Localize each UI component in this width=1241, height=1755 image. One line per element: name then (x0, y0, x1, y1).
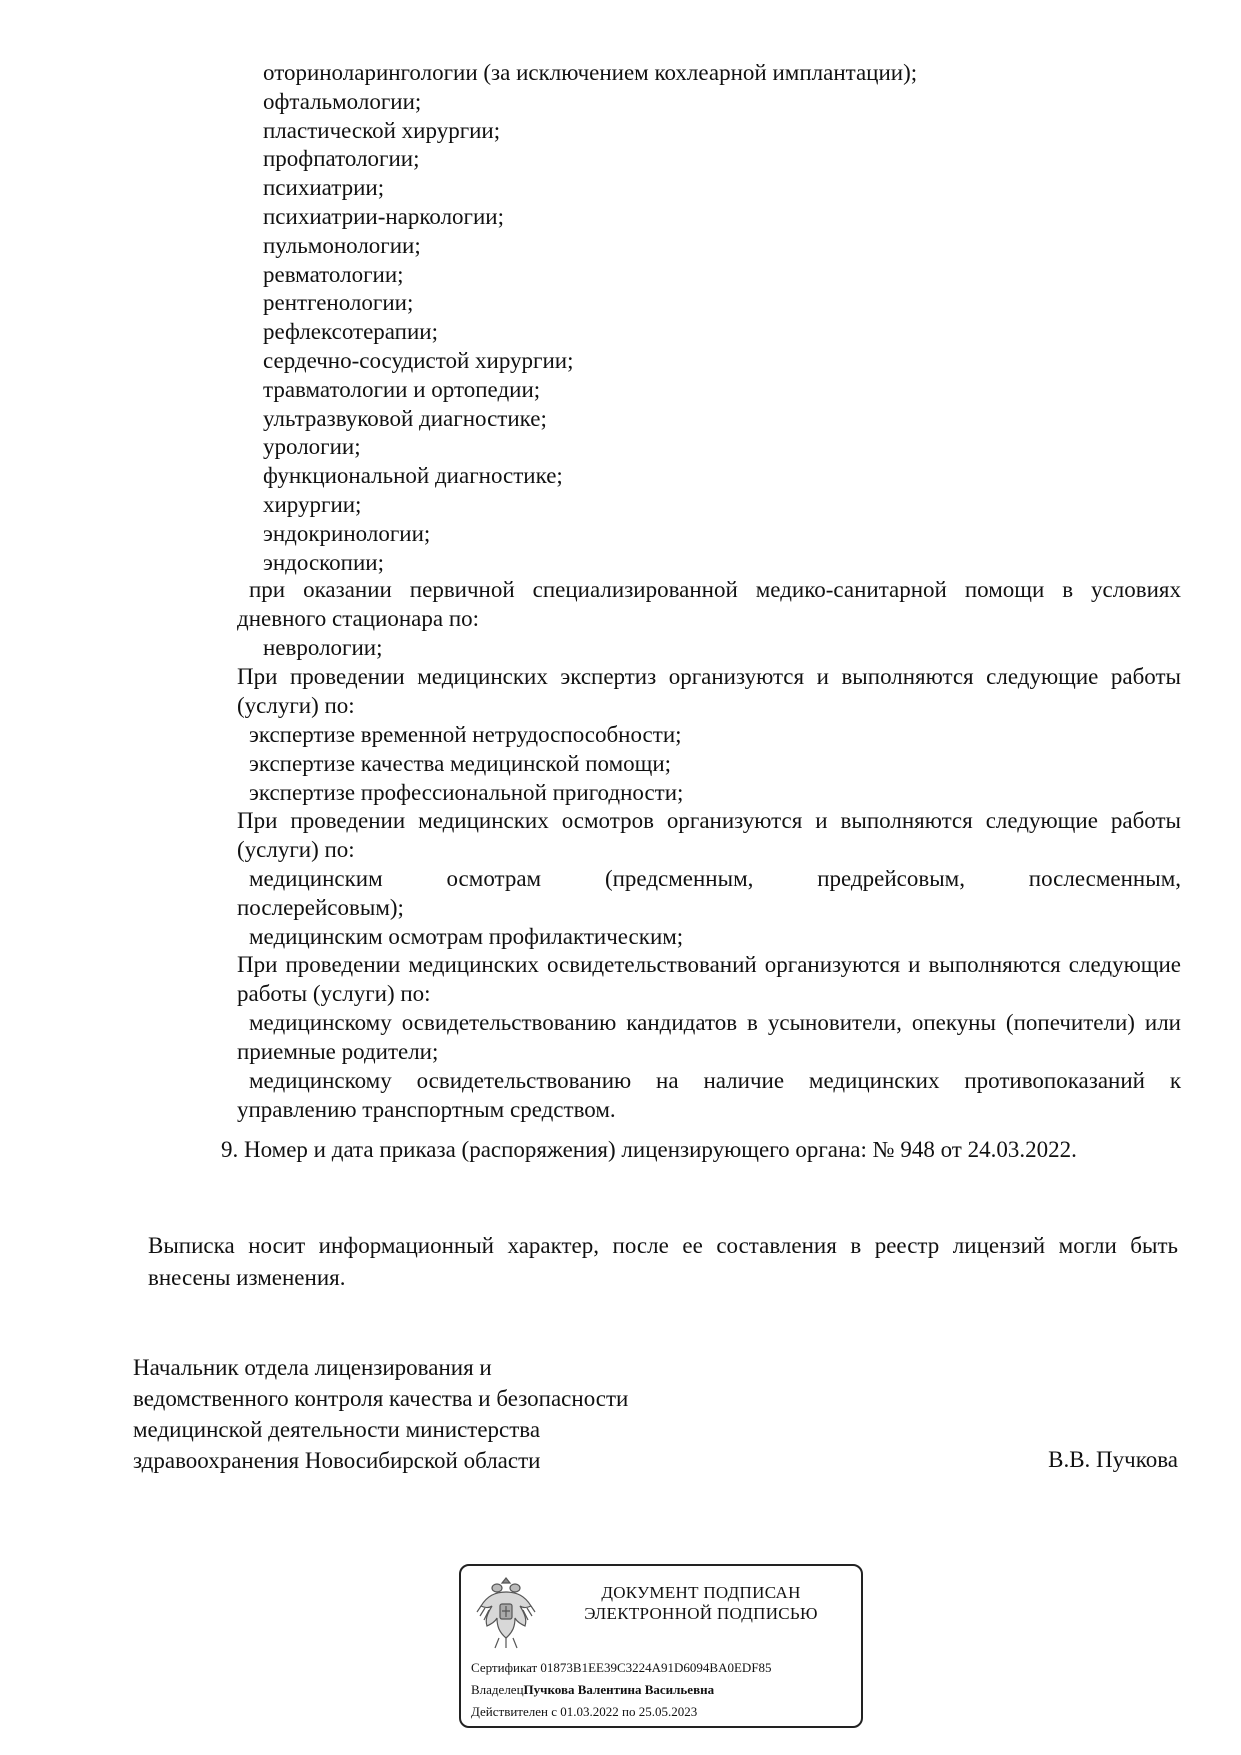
list-item: офтальмологии; (263, 88, 422, 114)
certifications-intro: При проведении медицинских освидетельствований организуются и выполняются следующие работы (услуги) по: (237, 952, 1181, 1006)
examinations-item-1-word: осмотрам (446, 866, 542, 891)
signatory-position-line: ведомственного контроля качества и безопасности (133, 1386, 629, 1411)
expertise-item: экспертизе временной нетрудоспособности; (249, 722, 682, 747)
e-signature-heading-line: ЭЛЕКТРОННОЙ ПОДПИСЬЮ (584, 1604, 818, 1623)
list-item: психиатрии; (263, 175, 385, 201)
examinations-item-1-word: медицинским (249, 866, 383, 891)
signatory-position-line: медицинской деятельности министерства (133, 1417, 541, 1442)
list-item: психиатрии-наркологии; (263, 203, 504, 229)
certificate-owner (471, 1682, 714, 1698)
examinations-item-1-word: предрейсовым, (817, 866, 965, 891)
signatory-position-line: здравоохранения Новосибирской области (133, 1448, 541, 1473)
examinations-intro: При проведении медицинских осмотров организуются и выполняются следующие работы (услуги) по: (237, 808, 1181, 862)
order-line: 9. Номер и дата приказа (распоряжения) лицензирующего органа: № 948 от 24.03.2022. (221, 1137, 1077, 1162)
signatory-position-line: Начальник отдела лицензирования и (133, 1355, 492, 1380)
examinations-item-1-word: (предсменным, (604, 866, 754, 891)
examinations-item-1-end: послерейсовым); (237, 895, 404, 920)
examinations-item-2: медицинским осмотрам профилактическим; (249, 924, 684, 949)
examinations-item-1-word: послесменным, (1028, 866, 1181, 891)
list-item: урологии; (263, 434, 361, 460)
expertise-item: экспертизе качества медицинской помощи; (249, 751, 672, 776)
day-hospital-item: неврологии; (263, 635, 383, 660)
list-item: эндокринологии; (263, 520, 431, 546)
certificate-owner-label: Владелец (471, 1682, 524, 1697)
list-item: оториноларингологии (за исключением кохлеарной имплантации); (263, 60, 918, 85)
list-item: сердечно-сосудистой хирургии; (263, 347, 574, 373)
list-item: рефлексотерапии; (263, 319, 438, 345)
signatory-position (133, 1352, 628, 1476)
specialty-list (263, 59, 917, 577)
list-item: ультразвуковой диагностике; (263, 405, 547, 431)
coat-of-arms-icon (475, 1574, 537, 1652)
e-signature-heading-line: ДОКУМЕНТ ПОДПИСАН (601, 1583, 801, 1602)
list-item: пульмонологии; (263, 232, 421, 258)
certificate-owner-name: Пучкова Валентина Васильевна (523, 1682, 715, 1697)
e-signature-stamp (459, 1564, 863, 1728)
examinations-item-1 (249, 864, 1181, 893)
day-hospital-intro: при оказании первичной специализированной медико-санитарной помощи в условиях дневного стационара по: (237, 577, 1181, 631)
list-item: профпатологии; (263, 146, 420, 172)
e-signature-heading (551, 1582, 851, 1624)
list-item: ревматологии; (263, 261, 404, 287)
disclaimer: Выписка носит информационный характер, после ее составления в реестр лицензий могли быть внесены изменения. (148, 1233, 1178, 1290)
list-item: пластической хирургии; (263, 117, 501, 143)
list-item: рентгенологии; (263, 290, 414, 316)
certificate-number: Сертификат 01873B1EE39C3224A91D6094BA0EDF85 (471, 1660, 772, 1675)
expertise-item: экспертизе профессиональной пригодности; (249, 780, 684, 805)
certifications-item-2: медицинскому освидетельствованию на наличие медицинских противопоказаний к управлению транспортным средством. (237, 1068, 1181, 1122)
list-item: функциональной диагностике; (263, 463, 563, 489)
certifications-item-1: медицинскому освидетельствованию кандидатов в усыновители, опекуны (попечители) или приемные родители; (237, 1010, 1181, 1064)
expertise-intro: При проведении медицинских экспертиз организуются и выполняются следующие работы (услуги) по: (237, 664, 1181, 718)
signatory-name: В.В. Пучкова (1048, 1447, 1178, 1472)
list-item: травматологии и ортопедии; (263, 376, 541, 402)
list-item: хирургии; (263, 491, 362, 517)
list-item: эндоскопии; (263, 549, 384, 575)
certificate-validity: Действителен с 01.03.2022 по 25.05.2023 (471, 1704, 698, 1719)
